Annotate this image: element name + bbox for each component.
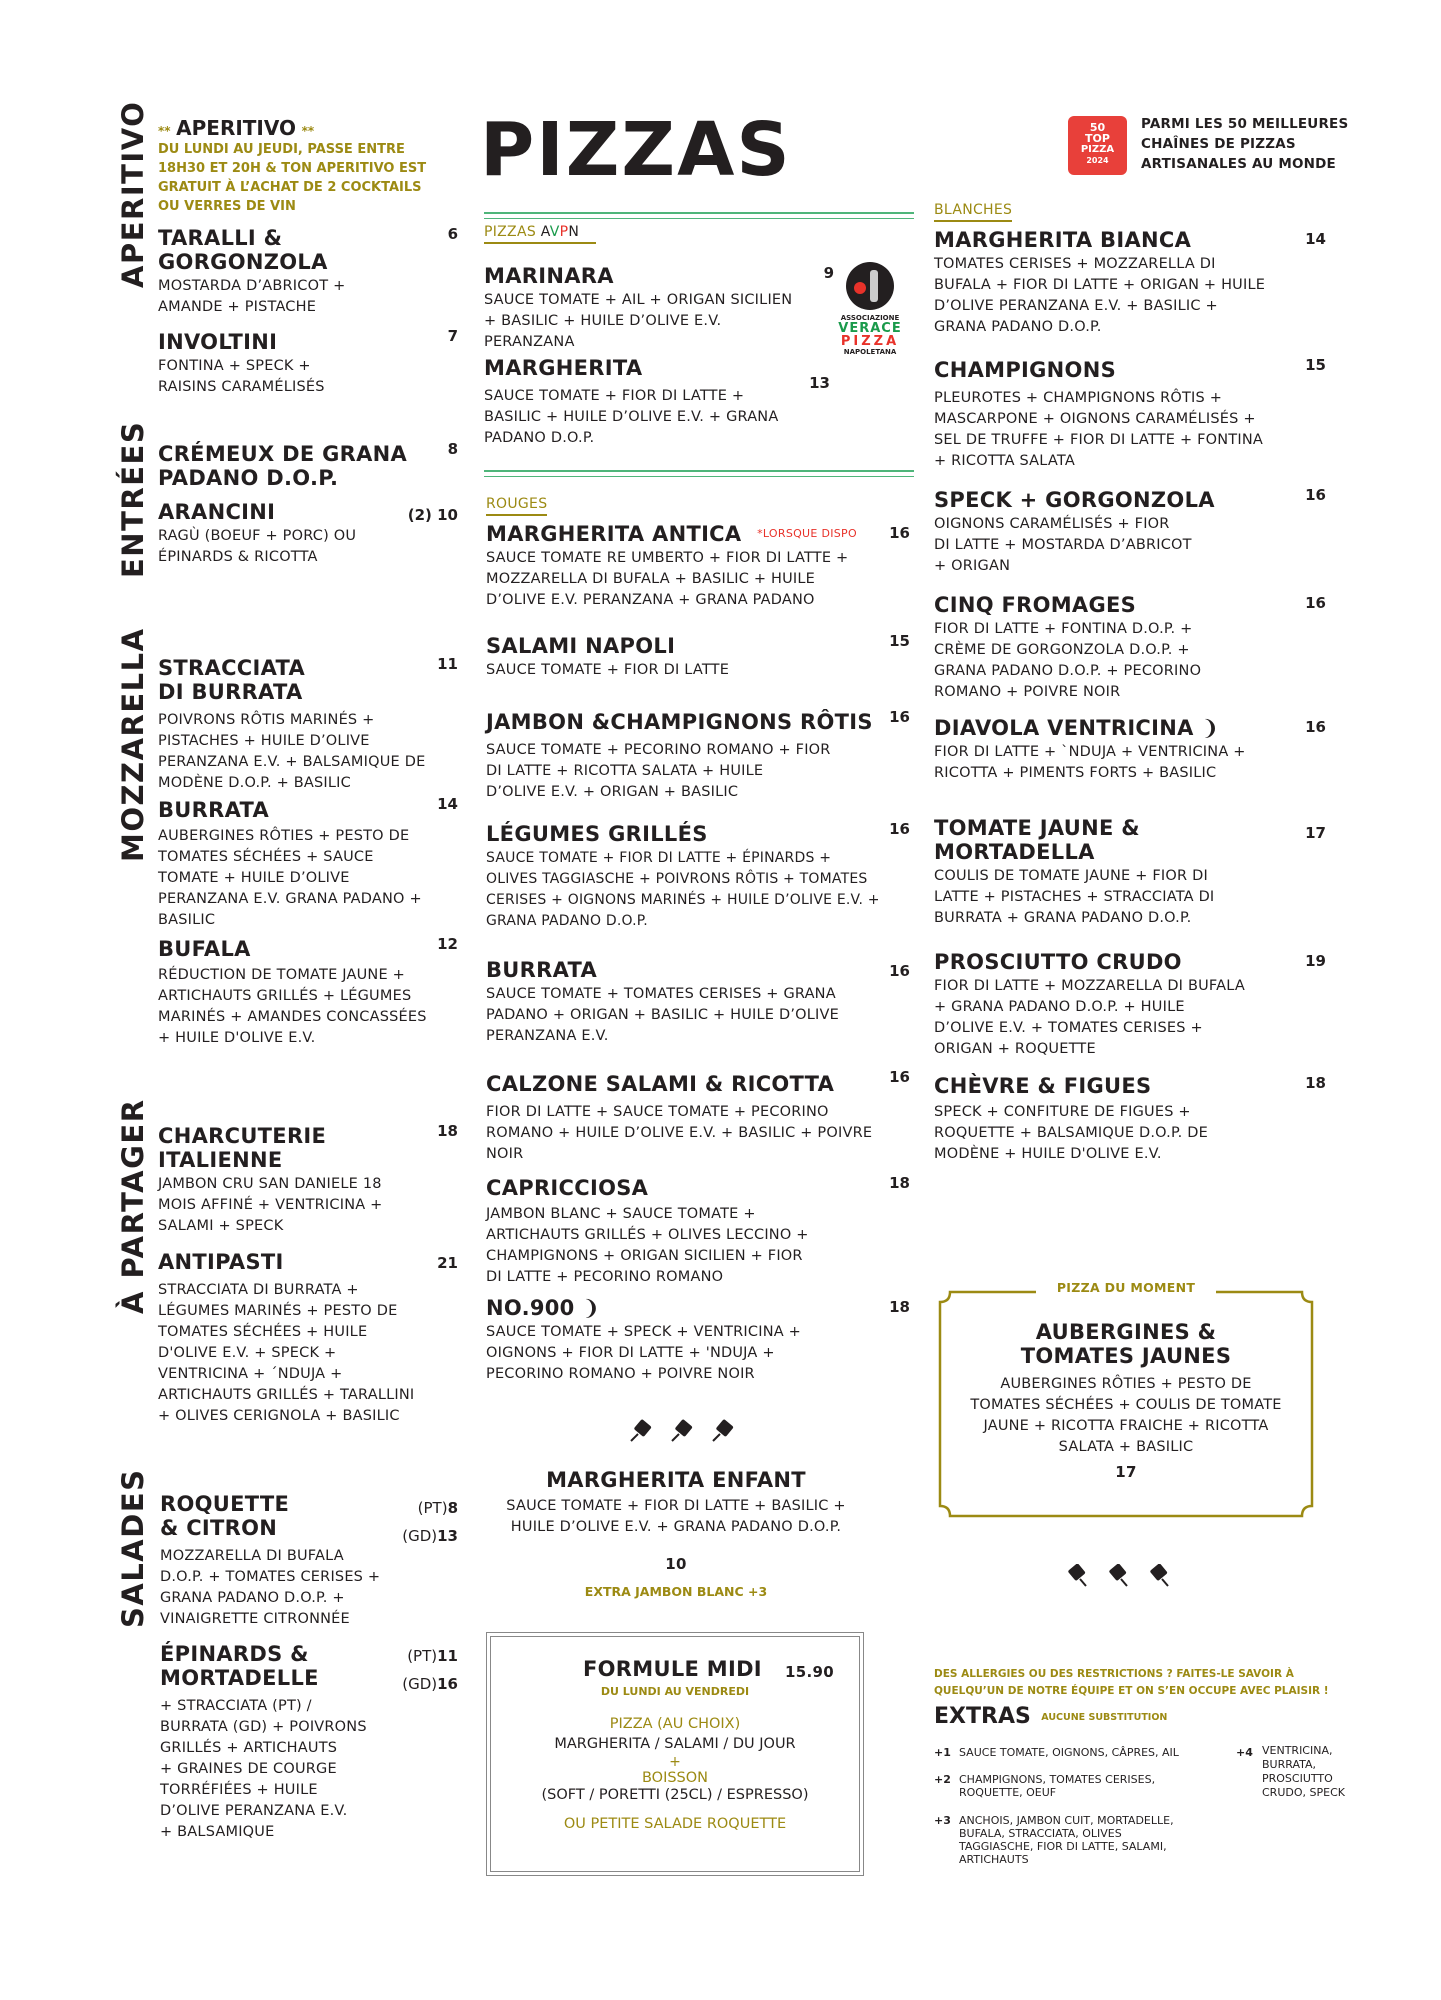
avpn-emblem-icon [846, 262, 894, 310]
item-price: 8 [447, 440, 458, 458]
award-line: CHAÎNES DE PIZZAS [1141, 136, 1296, 152]
item-name: ANTIPASTI [158, 1250, 284, 1274]
item-price: (PT)8 (GD)13 [402, 1499, 458, 1545]
item-price: 14 [437, 795, 458, 813]
pizza-peel-icon [1068, 1564, 1086, 1586]
item-price: 16 [889, 820, 910, 838]
item-name: STRACCIATA DI BURRATA [158, 656, 306, 704]
item-desc: SAUCE TOMATE RE UMBERTO + FIOR DI LATTE + MOZZARELLA DI BUFALA + BASILIC + HUILE D’OLIVE E.V. PERANZANA + GRANA PADANO [486, 550, 849, 608]
item-price: 17 [1115, 1463, 1137, 1481]
formule-drink-label: BOISSON [641, 1770, 709, 1786]
item-name: BURRATA [486, 958, 598, 982]
menu-item [158, 1124, 448, 1237]
item-desc: RAGÙ (BOEUF + PORC) OU ÉPINARDS & RICOTTA [158, 528, 357, 565]
item-price: 10 [665, 1555, 687, 1573]
item-price: 16 [889, 708, 910, 726]
item-price: 15 [889, 632, 910, 650]
extras-items: CHAMPIGNONS, TOMATES CERISES, ROQUETTE, OEUF [959, 1773, 1156, 1799]
menu-item [934, 593, 1294, 703]
item-desc: SAUCE TOMATE + FIOR DI LATTE + BASILIC + HUILE D’OLIVE E.V. + GRANA PADANO D.O.P. [484, 388, 779, 446]
item-price: 18 [1305, 1074, 1326, 1092]
subhead-blanches: BLANCHES [934, 202, 1012, 222]
formule-price: 15.90 [785, 1663, 834, 1681]
moment-label: PIZZA DU MOMENT [1036, 1280, 1216, 1295]
formule-pizza-options: MARGHERITA / SALAMI / DU JOUR [554, 1736, 796, 1752]
extras-group [934, 1773, 1224, 1799]
item-name: NO.900 ❩ [486, 1296, 601, 1320]
extras-price: +4 [1236, 1746, 1253, 1759]
extras-items: ANCHOIS, JAMBON CUIT, MORTADELLE, BUFALA, STRACCIATA, OLIVES TAGGIASCHE, FIOR DI LATTE, SALAMI, ARTICHAUTS [959, 1814, 1174, 1866]
formule-drink-options: (SOFT / PORETTI (25CL) / ESPRESSO) [541, 1787, 809, 1803]
item-name: CHARCUTERIE ITALIENNE [158, 1124, 327, 1172]
formule-plus: + [669, 1754, 681, 1770]
formule-pizza-label: PIZZA (AU CHOIX) [609, 1716, 741, 1732]
avpn-line: PIZZA [840, 334, 900, 349]
item-name: ÉPINARDS & MORTADELLE [160, 1642, 319, 1690]
item-price: 16 [1305, 594, 1326, 612]
extras-group [1236, 1744, 1376, 1800]
menu-item [486, 522, 906, 611]
item-desc: SAUCE TOMATE + FIOR DI LATTE [486, 662, 730, 678]
item-desc: STRACCIATA DI BURRATA + LÉGUMES MARINÉS + PESTO DE TOMATES SÉCHÉES + HUILE D'OLIVE E.V. + SPECK + VENTRICINA + ´NDUJA + ARTICHAUTS GRILLÉS + TARALLINI + OLIVES CERIGNOLA + BASILIC [158, 1282, 415, 1424]
extras-price: +2 [934, 1773, 951, 1786]
item-name: MARGHERITA ENFANT [546, 1468, 806, 1492]
chili-icon: ❩ [1201, 716, 1220, 740]
item-name: TARALLI & GORGONZOLA [158, 226, 328, 274]
section-label-partager: À PARTAGER [116, 1098, 150, 1314]
section-label-aperitivo: APERITIVO [116, 100, 150, 288]
item-name: CRÉMEUX DE GRANA PADANO D.O.P. [158, 442, 408, 490]
menu-item [934, 1074, 1294, 1165]
item-price: 18 [889, 1174, 910, 1192]
item-desc: FONTINA + SPECK + RAISINS CARAMÉLISÉS [158, 358, 325, 395]
item-name: CHAMPIGNONS [934, 358, 1117, 382]
subhead-avpn: PIZZAS AVPN [484, 224, 596, 244]
menu-item [486, 958, 906, 1047]
item-name: AUBERGINES & TOMATES JAUNES [1020, 1320, 1232, 1368]
item-price: 16 [889, 1068, 910, 1086]
pizza-peel-icon [631, 1419, 652, 1441]
item-name: MARINARA [484, 264, 614, 288]
menu-item [158, 442, 448, 490]
promo-stars: ** [301, 124, 315, 138]
extras-price: +3 [934, 1814, 951, 1827]
pizza-peel-divider [1066, 1564, 1176, 1588]
pizza-peel-divider [628, 1418, 738, 1442]
item-desc: SAUCE TOMATE + SPECK + VENTRICINA + OIGNONS + FIOR DI LATTE + 'NDUJA + PECORINO ROMANO + POIVRE NOIR [486, 1324, 802, 1382]
item-price: 19 [1305, 952, 1326, 970]
item-desc: COULIS DE TOMATE JAUNE + FIOR DI LATTE + PISTACHES + STRACCIATA DI BURRATA + GRANA PADANO D.O.P. [934, 868, 1215, 926]
item-desc: SAUCE TOMATE + FIOR DI LATTE + BASILIC + HUILE D’OLIVE E.V. + GRANA PADANO D.O.P. [506, 1498, 846, 1535]
extras-subtitle: AUCUNE SUBSTITUTION [1041, 1712, 1168, 1723]
formule-alt: OU PETITE SALADE ROQUETTE [563, 1816, 787, 1832]
item-price: 17 [1305, 824, 1326, 842]
kids-extra: EXTRA JAMBON BLANC +3 [584, 1584, 768, 1599]
award-line: PARMI LES 50 MEILLEURES [1141, 116, 1349, 132]
item-desc: SAUCE TOMATE + TOMATES CERISES + GRANA PADANO + ORIGAN + BASILIC + HUILE D’OLIVE PERANZANA E.V. [486, 986, 839, 1044]
item-name: LÉGUMES GRILLÉS [486, 822, 708, 846]
item-price: 11 [437, 655, 458, 673]
item-price: 16 [1305, 486, 1326, 504]
item-name: TOMATE JAUNE & MORTADELLA [934, 816, 1140, 864]
item-price: 9 [823, 264, 834, 282]
extras-header [934, 1704, 1167, 1729]
chili-icon: ❩ [582, 1296, 601, 1320]
pizza-peel-icon [1109, 1564, 1127, 1586]
item-price: 6 [447, 225, 458, 243]
menu-item [934, 358, 1294, 472]
item-name: CHÈVRE & FIGUES [934, 1074, 1152, 1098]
menu-item [158, 937, 448, 1049]
item-desc: SPECK + CONFITURE DE FIGUES + ROQUETTE + BALSAMIQUE D.O.P. DE MODÈNE + HUILE D'OLIVE E.V. [934, 1104, 1209, 1162]
section-label-mozzarella: MOZZARELLA [116, 627, 150, 862]
section-label-entrees: ENTRÉES [116, 420, 150, 578]
pizza-peel-icon [1150, 1564, 1168, 1586]
section-label-salades: SALADES [116, 1468, 150, 1628]
menu-item [486, 822, 916, 932]
item-price: 15 [1305, 356, 1326, 374]
page-title: PIZZAS [480, 107, 792, 193]
item-desc: AUBERGINES RÔTIES + PESTO DE TOMATES SÉCHÉES + COULIS DE TOMATE JAUNE + RICOTTA FRAICHE + RICOTTA SALATA + BASILIC [970, 1376, 1282, 1455]
item-name: JAMBON &CHAMPIGNONS RÔTIS [486, 710, 873, 734]
aperitivo-promo [158, 116, 458, 216]
item-desc: AUBERGINES RÔTIES + PESTO DE TOMATES SÉCHÉES + SAUCE TOMATE + HUILE D’OLIVE PERANZANA E.V. GRANA PADANO + BASILIC [158, 828, 422, 928]
menu-item [486, 634, 906, 681]
item-desc: JAMBON BLANC + SAUCE TOMATE + ARTICHAUTS GRILLÉS + OLIVES LECCINO + CHAMPIGNONS + ORIGAN SICILIEN + FIOR DI LATTE + PECORINO ROMANO [486, 1206, 809, 1285]
item-name: PROSCIUTTO CRUDO [934, 950, 1182, 974]
item-name: DIAVOLA VENTRICINA ❩ [934, 716, 1220, 740]
menu-item [486, 710, 906, 803]
item-name: ROQUETTE & CITRON [160, 1492, 290, 1540]
item-desc: SAUCE TOMATE + PECORINO ROMANO + FIOR DI LATTE + RICOTTA SALATA + HUILE D’OLIVE E.V. + ORIGAN + BASILIC [486, 742, 831, 800]
item-name: SALAMI NAPOLI [486, 634, 676, 658]
formule-days: DU LUNDI AU VENDREDI [600, 1685, 750, 1698]
item-price: 18 [889, 1298, 910, 1316]
pizza-peel-icon [672, 1419, 693, 1441]
item-price: 16 [889, 524, 910, 542]
item-desc: POIVRONS RÔTIS MARINÉS + PISTACHES + HUILE D’OLIVE PERANZANA E.V. + BALSAMIQUE DE MODÈNE D.O.P. + BASILIC [158, 712, 426, 791]
menu-item [934, 816, 1294, 929]
item-name: BURRATA [158, 798, 270, 822]
extras-group [934, 1746, 1224, 1759]
menu-item [934, 488, 1294, 577]
promo-line: DU LUNDI AU JEUDI, PASSE ENTRE [158, 142, 405, 157]
menu-item [158, 1250, 458, 1427]
item-desc: + STRACCIATA (PT) / BURRATA (GD) + POIVRONS GRILLÉS + ARTICHAUTS + GRAINES DE COURGE TORRÉFIÉES + HUILE D’OLIVE PERANZANA E.V. + BALSAMIQUE [160, 1698, 367, 1840]
item-desc: OIGNONS CARAMÉLISÉS + FIOR DI LATTE + MOSTARDA D’ABRICOT + ORIGAN [934, 516, 1192, 574]
item-desc: RÉDUCTION DE TOMATE JAUNE + ARTICHAUTS GRILLÉS + LÉGUMES MARINÉS + AMANDES CONCASSÉES + HUILE D'OLIVE E.V. [158, 967, 427, 1046]
item-price: 18 [437, 1122, 458, 1140]
formule-midi-box [486, 1632, 864, 1876]
top-pizza-badge [1068, 116, 1127, 175]
menu-item [484, 356, 814, 449]
item-price: 13 [809, 374, 830, 392]
badge-line: PIZZA [1080, 144, 1115, 155]
allergy-notice: DES ALLERGIES OU DES RESTRICTIONS ? FAITES-LE SAVOIR À QUELQU’UN DE NOTRE ÉQUIPE ET ON S’EN OCCUPE AVEC PLAISIR ! [934, 1668, 1329, 1697]
badge-line: TOP [1085, 132, 1110, 145]
menu-item [486, 1176, 906, 1288]
item-desc: MOZZARELLA DI BUFALA D.O.P. + TOMATES CERISES + GRANA PADANO D.O.P. + VINAIGRETTE CITRONNÉE [160, 1548, 381, 1627]
item-desc: SAUCE TOMATE + FIOR DI LATTE + ÉPINARDS + OLIVES TAGGIASCHE + POIVRONS RÔTIS + TOMATES CERISES + OIGNONS MARINÉS + HUILE D’OLIVE E.V. + GRANA PADANO D.O.P. [486, 850, 880, 929]
divider-rule [484, 470, 914, 477]
menu-item [486, 1072, 906, 1165]
menu-item [158, 226, 448, 318]
item-price: 16 [1305, 718, 1326, 736]
promo-title: APERITIVO [176, 116, 296, 140]
award-text [1141, 114, 1348, 174]
item-price: 21 [437, 1254, 458, 1272]
item-desc: SAUCE TOMATE + AIL + ORIGAN SICILIEN + BASILIC + HUILE D’OLIVE E.V. PERANZANA [484, 292, 793, 350]
award-line: ARTISANALES AU MONDE [1141, 156, 1336, 172]
extras-items: SAUCE TOMATE, OIGNONS, CÂPRES, AIL [959, 1746, 1179, 1759]
item-name: CALZONE SALAMI & RICOTTA [486, 1072, 835, 1096]
item-price: 16 [889, 962, 910, 980]
formule-title: FORMULE MIDI [583, 1657, 762, 1681]
pizza-du-moment-box [936, 1280, 1316, 1520]
item-desc: PLEUROTES + CHAMPIGNONS RÔTIS + MASCARPONE + OIGNONS CARAMÉLISÉS + SEL DE TRUFFE + FIOR DI LATTE + FONTINA + RICOTTA SALATA [934, 390, 1264, 469]
item-desc: TOMATES CERISES + MOZZARELLA DI BUFALA + FIOR DI LATTE + ORIGAN + HUILE D’OLIVE PERANZANA E.V. + BASILIC + GRANA PADANO D.O.P. [934, 256, 1266, 335]
item-name: MARGHERITA ANTICA $^{*LORSQUE DISPO}$ [486, 522, 857, 546]
menu-item [934, 950, 1294, 1060]
item-price: 14 [1305, 230, 1326, 248]
item-name: SPECK + GORGONZOLA [934, 488, 1215, 512]
menu-item [158, 330, 448, 398]
promo-stars: ** [158, 124, 171, 138]
item-name: MARGHERITA [484, 356, 643, 380]
item-desc: FIOR DI LATTE + `NDUJA + VENTRICINA + RICOTTA + PIMENTS FORTS + BASILIC [934, 744, 1246, 781]
item-price: 12 [437, 935, 458, 953]
menu-item [158, 798, 448, 931]
item-price: (PT)11 (GD)16 [402, 1647, 458, 1693]
avpn-line: ASSOCIAZIONE [840, 314, 900, 322]
item-desc: FIOR DI LATTE + FONTINA D.O.P. + CRÈME DE GORGONZOLA D.O.P. + GRANA PADANO D.O.P. + PECORINO ROMANO + POIVRE NOIR [934, 621, 1202, 700]
badge-line: 50 [1089, 121, 1106, 134]
menu-item [484, 264, 814, 353]
pizza-peel-icon [713, 1419, 734, 1441]
menu-item [934, 716, 1294, 784]
item-name: BUFALA [158, 937, 251, 961]
item-desc: FIOR DI LATTE + MOZZARELLA DI BUFALA + GRANA PADANO D.O.P. + HUILE D’OLIVE E.V. + TOMATES CERISES + ORIGAN + ROQUETTE [934, 978, 1245, 1057]
promo-line: 18H30 ET 20H & TON APERITIVO EST [158, 161, 427, 176]
promo-line: OU VERRES DE VIN [158, 199, 296, 214]
item-price: (2) 10 [407, 506, 458, 524]
item-name: CINQ FROMAGES [934, 593, 1137, 617]
pizza-peel-icons [1066, 1564, 1176, 1588]
extras-price: +1 [934, 1746, 951, 1759]
extras-group [934, 1814, 1224, 1866]
avpn-line: VERACE [838, 321, 902, 336]
extras-title: EXTRAS [934, 1704, 1031, 1729]
item-name: ARANCINI [158, 500, 276, 524]
availability-note: *LORSQUE DISPO [757, 527, 857, 540]
divider-rule [484, 212, 914, 219]
item-name: INVOLTINI [158, 330, 278, 354]
item-desc: MOSTARDA D’ABRICOT + AMANDE + PISTACHE [158, 278, 346, 315]
pizza-peel-icons [628, 1418, 738, 1442]
menu-item [934, 228, 1294, 338]
item-desc: FIOR DI LATTE + SAUCE TOMATE + PECORINO ROMANO + HUILE D’OLIVE E.V. + BASILIC + POIVRE NOIR [486, 1104, 873, 1162]
item-price: 7 [447, 327, 458, 345]
extras-items: VENTRICINA, BURRATA, PROSCIUTTO CRUDO, SPECK [1262, 1744, 1345, 1799]
avpn-logo [830, 262, 910, 356]
avpn-line: NAPOLETANA [843, 348, 897, 356]
menu-item [158, 656, 448, 794]
promo-line: GRATUIT À L’ACHAT DE 2 COCKTAILS [158, 180, 422, 195]
badge-line: 2024 [1086, 156, 1109, 165]
item-desc: JAMBON CRU SAN DANIELE 18 MOIS AFFINÉ + VENTRICINA + SALAMI + SPECK [158, 1176, 383, 1234]
subhead-rouges: ROUGES [486, 496, 547, 516]
item-name: CAPRICCIOSA [486, 1176, 649, 1200]
kids-pizza [486, 1468, 866, 1599]
menu-item [486, 1296, 906, 1385]
item-name: MARGHERITA BIANCA [934, 228, 1192, 252]
